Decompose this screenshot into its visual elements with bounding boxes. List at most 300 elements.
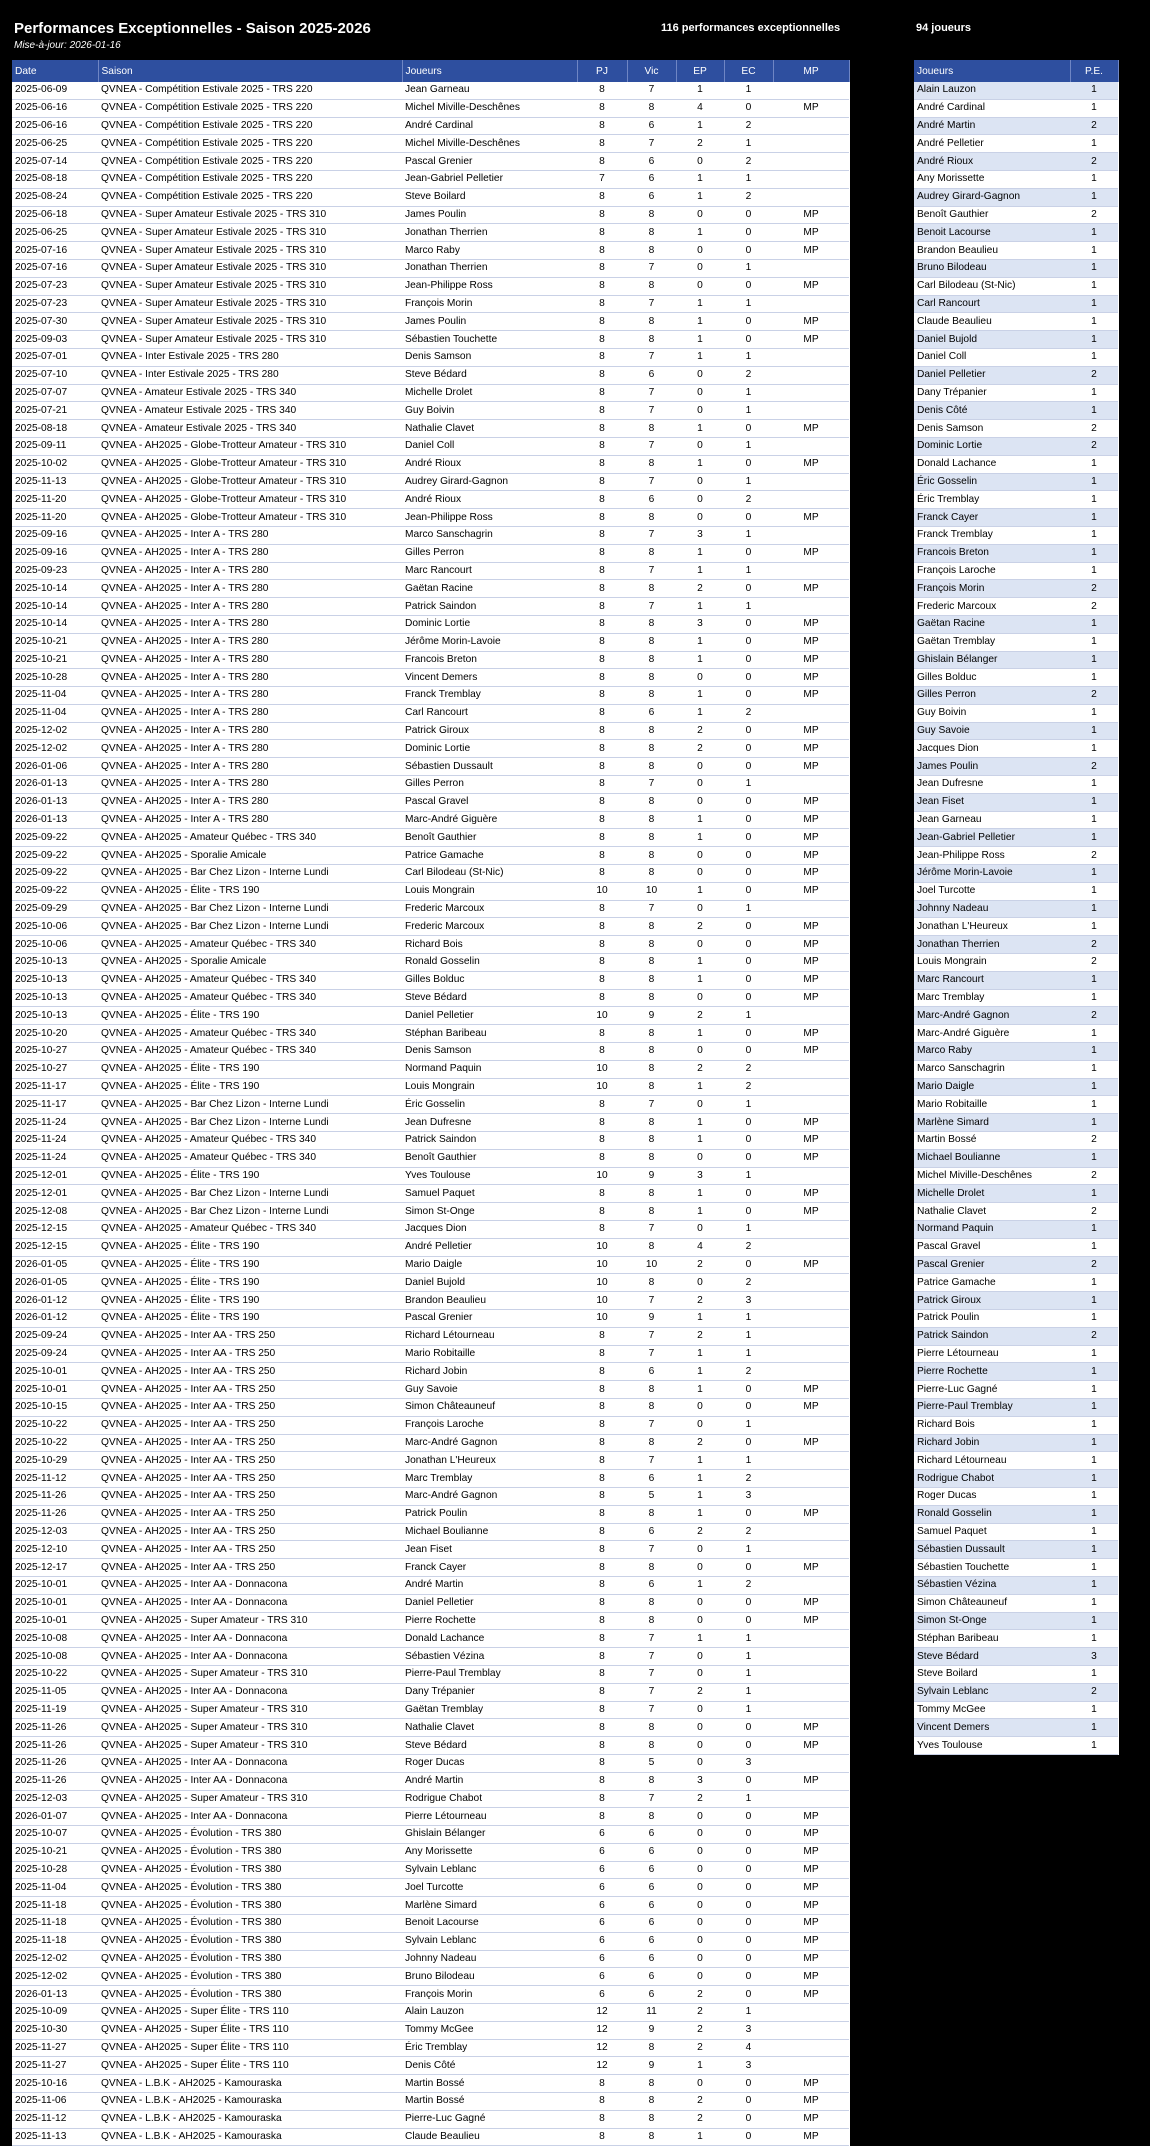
table-row[interactable] bbox=[12, 1043, 849, 1061]
table-row[interactable] bbox=[12, 1754, 849, 1772]
col-header-player[interactable]: Joueurs bbox=[914, 60, 1070, 82]
table-row[interactable] bbox=[12, 99, 849, 117]
list-item[interactable] bbox=[914, 473, 1118, 491]
list-item[interactable] bbox=[914, 188, 1118, 206]
list-item[interactable] bbox=[914, 153, 1118, 171]
cell-joueur: Nathalie Clavet bbox=[402, 420, 577, 438]
table-row[interactable] bbox=[12, 259, 849, 277]
list-item[interactable] bbox=[914, 1327, 1118, 1345]
player-pe-count: 1 bbox=[1070, 651, 1118, 669]
list-item[interactable] bbox=[914, 544, 1118, 562]
list-item[interactable] bbox=[914, 1612, 1118, 1630]
table-row[interactable] bbox=[12, 989, 849, 1007]
table-row[interactable] bbox=[12, 2128, 849, 2146]
cell-mp: MP bbox=[773, 918, 849, 936]
list-item[interactable] bbox=[914, 562, 1118, 580]
table-row[interactable] bbox=[12, 117, 849, 135]
table-row[interactable] bbox=[12, 1238, 849, 1256]
cell-saison: QVNEA - AH2025 - Élite - TRS 190 bbox=[98, 1060, 402, 1078]
list-item[interactable] bbox=[914, 366, 1118, 384]
list-item[interactable] bbox=[914, 722, 1118, 740]
list-item[interactable] bbox=[914, 1167, 1118, 1185]
table-row[interactable] bbox=[12, 384, 849, 402]
cell-ec: 0 bbox=[724, 936, 773, 954]
table-row[interactable] bbox=[12, 1932, 849, 1950]
list-item[interactable] bbox=[914, 313, 1118, 331]
player-pe-count: 1 bbox=[1070, 1487, 1118, 1505]
cell-joueur: Samuel Paquet bbox=[402, 1185, 577, 1203]
table-row[interactable] bbox=[12, 1274, 849, 1292]
cell-saison: QVNEA - AH2025 - Bar Chez Lizon - Interne Lundi bbox=[98, 918, 402, 936]
list-item[interactable] bbox=[914, 598, 1118, 616]
cell-mp: MP bbox=[773, 1612, 849, 1630]
cell-vic: 10 bbox=[627, 882, 676, 900]
table-row[interactable] bbox=[12, 1381, 849, 1399]
table-row[interactable] bbox=[12, 971, 849, 989]
table-row[interactable] bbox=[12, 509, 849, 527]
list-item[interactable] bbox=[914, 242, 1118, 260]
cell-vic: 8 bbox=[627, 1114, 676, 1132]
list-item[interactable] bbox=[914, 1719, 1118, 1737]
table-row[interactable] bbox=[12, 1487, 849, 1505]
list-item[interactable] bbox=[914, 811, 1118, 829]
list-item[interactable] bbox=[914, 1309, 1118, 1327]
list-item[interactable] bbox=[914, 331, 1118, 349]
table-row[interactable] bbox=[12, 277, 849, 295]
table-row[interactable] bbox=[12, 1114, 849, 1132]
list-item[interactable] bbox=[914, 1149, 1118, 1167]
list-item[interactable] bbox=[914, 580, 1118, 598]
list-item[interactable] bbox=[914, 1737, 1118, 1755]
cell-ec: 0 bbox=[724, 651, 773, 669]
table-row[interactable] bbox=[12, 1630, 849, 1648]
table-row[interactable] bbox=[12, 687, 849, 705]
list-item[interactable] bbox=[914, 509, 1118, 527]
table-row[interactable] bbox=[12, 170, 849, 188]
table-row[interactable] bbox=[12, 1576, 849, 1594]
list-item[interactable] bbox=[914, 1096, 1118, 1114]
table-row[interactable] bbox=[12, 1007, 849, 1025]
list-item[interactable] bbox=[914, 1292, 1118, 1310]
cell-date: 2025-10-08 bbox=[12, 1648, 98, 1666]
table-row[interactable] bbox=[12, 847, 849, 865]
list-item[interactable] bbox=[914, 491, 1118, 509]
table-row[interactable] bbox=[12, 2004, 849, 2022]
table-row[interactable] bbox=[12, 1452, 849, 1470]
table-row[interactable] bbox=[12, 651, 849, 669]
table-row[interactable] bbox=[12, 2110, 849, 2128]
list-item[interactable] bbox=[914, 989, 1118, 1007]
cell-pj: 8 bbox=[577, 1576, 627, 1594]
list-item[interactable] bbox=[914, 117, 1118, 135]
cell-ep: 1 bbox=[676, 811, 724, 829]
table-row[interactable] bbox=[12, 1879, 849, 1897]
player-name: Jean-Philippe Ross bbox=[914, 847, 1070, 865]
table-row[interactable] bbox=[12, 82, 849, 99]
cell-mp: MP bbox=[773, 1879, 849, 1897]
cell-mp: MP bbox=[773, 509, 849, 527]
col-header-saison[interactable]: Saison bbox=[98, 60, 402, 82]
list-item[interactable] bbox=[914, 402, 1118, 420]
list-item[interactable] bbox=[914, 1630, 1118, 1648]
list-item[interactable] bbox=[914, 1665, 1118, 1683]
cell-ec: 1 bbox=[724, 384, 773, 402]
cell-vic: 8 bbox=[627, 1559, 676, 1577]
cell-date: 2025-09-24 bbox=[12, 1327, 98, 1345]
list-item[interactable] bbox=[914, 1274, 1118, 1292]
cell-mp bbox=[773, 384, 849, 402]
table-row[interactable] bbox=[12, 1203, 849, 1221]
list-item[interactable] bbox=[914, 1132, 1118, 1150]
cell-date: 2025-06-16 bbox=[12, 117, 98, 135]
cell-vic: 6 bbox=[627, 1879, 676, 1897]
table-row[interactable] bbox=[12, 1096, 849, 1114]
table-row[interactable] bbox=[12, 188, 849, 206]
table-row[interactable] bbox=[12, 1826, 849, 1844]
table-row[interactable] bbox=[12, 1416, 849, 1434]
list-item[interactable] bbox=[914, 384, 1118, 402]
cell-saison: QVNEA - AH2025 - Super Amateur - TRS 310 bbox=[98, 1719, 402, 1737]
cell-pj: 8 bbox=[577, 1594, 627, 1612]
table-row[interactable] bbox=[12, 1915, 849, 1933]
list-item[interactable] bbox=[914, 1505, 1118, 1523]
cell-saison: QVNEA - AH2025 - Sporalie Amicale bbox=[98, 954, 402, 972]
table-row[interactable] bbox=[12, 1737, 849, 1755]
table-row[interactable] bbox=[12, 437, 849, 455]
table-row[interactable] bbox=[12, 2039, 849, 2057]
cell-saison: QVNEA - AH2025 - Amateur Québec - TRS 340 bbox=[98, 1043, 402, 1061]
list-item[interactable] bbox=[914, 224, 1118, 242]
list-item[interactable] bbox=[914, 1203, 1118, 1221]
table-row[interactable] bbox=[12, 1060, 849, 1078]
cell-ep: 2 bbox=[676, 2039, 724, 2057]
cell-mp: MP bbox=[773, 971, 849, 989]
table-row[interactable] bbox=[12, 1541, 849, 1559]
list-item[interactable] bbox=[914, 1416, 1118, 1434]
list-item[interactable] bbox=[914, 882, 1118, 900]
cell-vic: 7 bbox=[627, 1416, 676, 1434]
table-row[interactable] bbox=[12, 366, 849, 384]
table-row[interactable] bbox=[12, 313, 849, 331]
table-row[interactable] bbox=[12, 1594, 849, 1612]
cell-vic: 8 bbox=[627, 1274, 676, 1292]
cell-date: 2025-12-02 bbox=[12, 722, 98, 740]
table-row[interactable] bbox=[12, 331, 849, 349]
cell-pj: 7 bbox=[577, 170, 627, 188]
table-row[interactable] bbox=[12, 1398, 849, 1416]
list-item[interactable] bbox=[914, 669, 1118, 687]
table-row[interactable] bbox=[12, 1612, 849, 1630]
player-name: Brandon Beaulieu bbox=[914, 242, 1070, 260]
cell-joueur: Daniel Coll bbox=[402, 437, 577, 455]
table-row[interactable] bbox=[12, 544, 849, 562]
cell-pj: 8 bbox=[577, 2093, 627, 2111]
cell-joueur: Jonathan Therrien bbox=[402, 224, 577, 242]
table-row[interactable] bbox=[12, 1470, 849, 1488]
cell-date: 2025-11-19 bbox=[12, 1701, 98, 1719]
table-row[interactable] bbox=[12, 758, 849, 776]
table-row[interactable] bbox=[12, 1968, 849, 1986]
table-row[interactable] bbox=[12, 491, 849, 509]
cell-date: 2025-11-18 bbox=[12, 1897, 98, 1915]
table-row[interactable] bbox=[12, 348, 849, 366]
table-row[interactable] bbox=[12, 1790, 849, 1808]
list-item[interactable] bbox=[914, 1381, 1118, 1399]
table-row[interactable] bbox=[12, 224, 849, 242]
table-row[interactable] bbox=[12, 1078, 849, 1096]
cell-ec: 0 bbox=[724, 1808, 773, 1826]
list-item[interactable] bbox=[914, 1007, 1118, 1025]
table-row[interactable] bbox=[12, 1648, 849, 1666]
list-item[interactable] bbox=[914, 135, 1118, 153]
player-pe-count: 1 bbox=[1070, 544, 1118, 562]
list-item[interactable] bbox=[914, 1452, 1118, 1470]
table-row[interactable] bbox=[12, 473, 849, 491]
table-row[interactable] bbox=[12, 1149, 849, 1167]
list-item[interactable] bbox=[914, 206, 1118, 224]
table-row[interactable] bbox=[12, 455, 849, 473]
cell-joueur: André Rioux bbox=[402, 491, 577, 509]
cell-ep: 0 bbox=[676, 366, 724, 384]
list-item[interactable] bbox=[914, 918, 1118, 936]
table-row[interactable] bbox=[12, 793, 849, 811]
table-row[interactable] bbox=[12, 1167, 849, 1185]
table-row[interactable] bbox=[12, 1505, 849, 1523]
table-row[interactable] bbox=[12, 1256, 849, 1274]
cell-saison: QVNEA - AH2025 - Élite - TRS 190 bbox=[98, 1309, 402, 1327]
table-row[interactable] bbox=[12, 1327, 849, 1345]
cell-ep: 1 bbox=[676, 1025, 724, 1043]
table-row[interactable] bbox=[12, 1523, 849, 1541]
list-item[interactable] bbox=[914, 1683, 1118, 1701]
col-header-date[interactable]: Date bbox=[12, 60, 98, 82]
list-item[interactable] bbox=[914, 758, 1118, 776]
cell-ec: 0 bbox=[724, 811, 773, 829]
cell-ep: 0 bbox=[676, 2075, 724, 2093]
table-row[interactable] bbox=[12, 598, 849, 616]
player-pe-count: 2 bbox=[1070, 954, 1118, 972]
list-item[interactable] bbox=[914, 971, 1118, 989]
list-item[interactable] bbox=[914, 829, 1118, 847]
table-row[interactable] bbox=[12, 1719, 849, 1737]
table-row[interactable] bbox=[12, 633, 849, 651]
list-item[interactable] bbox=[914, 740, 1118, 758]
list-item[interactable] bbox=[914, 1078, 1118, 1096]
cell-joueur: Claude Beaulieu bbox=[402, 2128, 577, 2146]
list-item[interactable] bbox=[914, 1576, 1118, 1594]
list-item[interactable] bbox=[914, 704, 1118, 722]
table-row[interactable] bbox=[12, 402, 849, 420]
cell-mp: MP bbox=[773, 1808, 849, 1826]
table-row[interactable] bbox=[12, 206, 849, 224]
table-row[interactable] bbox=[12, 1363, 849, 1381]
list-item[interactable] bbox=[914, 1470, 1118, 1488]
col-header-pe[interactable]: P.E. bbox=[1070, 60, 1118, 82]
table-row[interactable] bbox=[12, 722, 849, 740]
cell-joueur: Pascal Grenier bbox=[402, 1309, 577, 1327]
table-row[interactable] bbox=[12, 882, 849, 900]
col-header-mp[interactable]: MP bbox=[773, 60, 849, 82]
list-item[interactable] bbox=[914, 687, 1118, 705]
list-item[interactable] bbox=[914, 437, 1118, 455]
list-item[interactable] bbox=[914, 1185, 1118, 1203]
cell-mp: MP bbox=[773, 1381, 849, 1399]
player-pe-count: 2 bbox=[1070, 437, 1118, 455]
table-row[interactable] bbox=[12, 1986, 849, 2004]
table-row[interactable] bbox=[12, 1701, 849, 1719]
list-item[interactable] bbox=[914, 1060, 1118, 1078]
table-row[interactable] bbox=[12, 776, 849, 794]
list-item[interactable] bbox=[914, 1648, 1118, 1666]
table-row[interactable] bbox=[12, 2057, 849, 2075]
player-name: Benoît Gauthier bbox=[914, 206, 1070, 224]
table-row[interactable] bbox=[12, 1772, 849, 1790]
list-item[interactable] bbox=[914, 847, 1118, 865]
player-pe-count: 1 bbox=[1070, 1576, 1118, 1594]
table-row[interactable] bbox=[12, 704, 849, 722]
table-row[interactable] bbox=[12, 1221, 849, 1239]
cell-saison: QVNEA - Super Amateur Estivale 2025 - TRS 310 bbox=[98, 313, 402, 331]
list-item[interactable] bbox=[914, 82, 1118, 99]
cell-mp: MP bbox=[773, 580, 849, 598]
list-item[interactable] bbox=[914, 99, 1118, 117]
list-item[interactable] bbox=[914, 1523, 1118, 1541]
table-row[interactable] bbox=[12, 580, 849, 598]
table-row[interactable] bbox=[12, 615, 849, 633]
list-item[interactable] bbox=[914, 455, 1118, 473]
cell-pj: 8 bbox=[577, 1452, 627, 1470]
list-item[interactable] bbox=[914, 1363, 1118, 1381]
table-row[interactable] bbox=[12, 1897, 849, 1915]
list-item[interactable] bbox=[914, 420, 1118, 438]
table-row[interactable] bbox=[12, 135, 849, 153]
table-row[interactable] bbox=[12, 936, 849, 954]
list-item[interactable] bbox=[914, 793, 1118, 811]
table-row[interactable] bbox=[12, 1950, 849, 1968]
list-item[interactable] bbox=[914, 1487, 1118, 1505]
table-row[interactable] bbox=[12, 2093, 849, 2111]
table-row[interactable] bbox=[12, 526, 849, 544]
table-row[interactable] bbox=[12, 1132, 849, 1150]
table-row[interactable] bbox=[12, 669, 849, 687]
col-header-joueurs[interactable]: Joueurs bbox=[402, 60, 577, 82]
cell-saison: QVNEA - AH2025 - Élite - TRS 190 bbox=[98, 882, 402, 900]
list-item[interactable] bbox=[914, 170, 1118, 188]
cell-vic: 8 bbox=[627, 277, 676, 295]
cell-ec: 0 bbox=[724, 793, 773, 811]
table-row[interactable] bbox=[12, 954, 849, 972]
cell-date: 2026-01-05 bbox=[12, 1256, 98, 1274]
player-name: Marlène Simard bbox=[914, 1114, 1070, 1132]
table-row[interactable] bbox=[12, 2021, 849, 2039]
list-item[interactable] bbox=[914, 1701, 1118, 1719]
list-item[interactable] bbox=[914, 295, 1118, 313]
cell-vic: 7 bbox=[627, 437, 676, 455]
list-item[interactable] bbox=[914, 776, 1118, 794]
table-row[interactable] bbox=[12, 1559, 849, 1577]
table-row[interactable] bbox=[12, 2075, 849, 2093]
list-item[interactable] bbox=[914, 1398, 1118, 1416]
cell-pj: 8 bbox=[577, 1665, 627, 1683]
list-item[interactable] bbox=[914, 651, 1118, 669]
cell-saison: QVNEA - AH2025 - Super Amateur - TRS 310 bbox=[98, 1737, 402, 1755]
table-row[interactable] bbox=[12, 1843, 849, 1861]
col-header-pj[interactable]: PJ bbox=[577, 60, 627, 82]
table-row[interactable] bbox=[12, 865, 849, 883]
col-header-ep[interactable]: EP bbox=[676, 60, 724, 82]
list-item[interactable] bbox=[914, 259, 1118, 277]
list-item[interactable] bbox=[914, 1594, 1118, 1612]
table-row[interactable] bbox=[12, 1025, 849, 1043]
table-row[interactable] bbox=[12, 918, 849, 936]
list-item[interactable] bbox=[914, 1541, 1118, 1559]
cell-pj: 10 bbox=[577, 1292, 627, 1310]
cell-date: 2025-10-28 bbox=[12, 669, 98, 687]
list-item[interactable] bbox=[914, 1559, 1118, 1577]
list-item[interactable] bbox=[914, 1043, 1118, 1061]
table-row[interactable] bbox=[12, 1309, 849, 1327]
table-row[interactable] bbox=[12, 1665, 849, 1683]
cell-ec: 3 bbox=[724, 2021, 773, 2039]
cell-date: 2025-11-04 bbox=[12, 1879, 98, 1897]
table-row[interactable] bbox=[12, 242, 849, 260]
table-row[interactable] bbox=[12, 1345, 849, 1363]
list-item[interactable] bbox=[914, 1221, 1118, 1239]
list-item[interactable] bbox=[914, 348, 1118, 366]
table-row[interactable] bbox=[12, 1434, 849, 1452]
list-item[interactable] bbox=[914, 277, 1118, 295]
list-item[interactable] bbox=[914, 1114, 1118, 1132]
table-row[interactable] bbox=[12, 153, 849, 171]
table-row[interactable] bbox=[12, 740, 849, 758]
table-row[interactable] bbox=[12, 295, 849, 313]
list-item[interactable] bbox=[914, 1256, 1118, 1274]
col-header-vic[interactable]: Vic bbox=[627, 60, 676, 82]
list-item[interactable] bbox=[914, 1434, 1118, 1452]
table-row[interactable] bbox=[12, 1292, 849, 1310]
table-row[interactable] bbox=[12, 900, 849, 918]
list-item[interactable] bbox=[914, 1025, 1118, 1043]
table-row[interactable] bbox=[12, 420, 849, 438]
player-pe-count: 2 bbox=[1070, 1132, 1118, 1150]
cell-vic: 8 bbox=[627, 1132, 676, 1150]
table-row[interactable] bbox=[12, 1861, 849, 1879]
table-row[interactable] bbox=[12, 1808, 849, 1826]
cell-date: 2025-10-14 bbox=[12, 615, 98, 633]
list-item[interactable] bbox=[914, 900, 1118, 918]
table-row[interactable] bbox=[12, 1683, 849, 1701]
cell-vic: 8 bbox=[627, 1719, 676, 1737]
list-item[interactable] bbox=[914, 954, 1118, 972]
list-item[interactable] bbox=[914, 1238, 1118, 1256]
table-row[interactable] bbox=[12, 811, 849, 829]
list-item[interactable] bbox=[914, 936, 1118, 954]
list-item[interactable] bbox=[914, 526, 1118, 544]
col-header-ec[interactable]: EC bbox=[724, 60, 773, 82]
table-row[interactable] bbox=[12, 829, 849, 847]
list-item[interactable] bbox=[914, 633, 1118, 651]
cell-joueur: Benoît Gauthier bbox=[402, 829, 577, 847]
list-item[interactable] bbox=[914, 615, 1118, 633]
list-item[interactable] bbox=[914, 865, 1118, 883]
cell-ep: 0 bbox=[676, 865, 724, 883]
table-row[interactable] bbox=[12, 562, 849, 580]
cell-mp bbox=[773, 135, 849, 153]
cell-date: 2025-06-25 bbox=[12, 224, 98, 242]
cell-saison: QVNEA - AH2025 - Inter AA - TRS 250 bbox=[98, 1505, 402, 1523]
table-row[interactable] bbox=[12, 1185, 849, 1203]
list-item[interactable] bbox=[914, 1345, 1118, 1363]
